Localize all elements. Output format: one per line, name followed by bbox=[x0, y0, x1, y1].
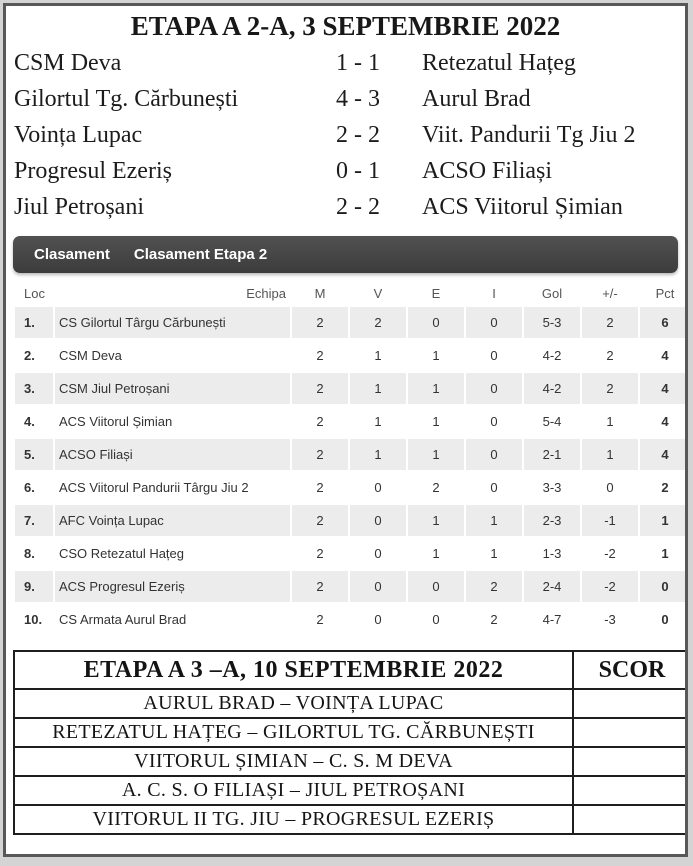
draws-cell: 1 bbox=[408, 505, 464, 536]
away-team: ACS Viitorul Șimian bbox=[422, 193, 623, 220]
diff-cell: 2 bbox=[582, 373, 638, 404]
table-row bbox=[15, 571, 688, 602]
column-header-i: I bbox=[492, 285, 496, 301]
fixture-row bbox=[14, 718, 688, 747]
fixtures-title: ETAPA A 3 –A, 10 SEPTEMBRIE 2022 bbox=[14, 651, 573, 689]
match-row bbox=[14, 189, 685, 225]
standings-tab-bar bbox=[13, 236, 678, 273]
table-row bbox=[15, 604, 688, 635]
table-row bbox=[15, 472, 688, 503]
points-cell: 4 bbox=[640, 439, 688, 470]
points-cell: 2 bbox=[640, 472, 688, 503]
rank-cell: 4. bbox=[15, 406, 53, 437]
diff-cell: 0 bbox=[582, 472, 638, 503]
home-team: Jiul Petroșani bbox=[14, 193, 144, 220]
diff-cell: -3 bbox=[582, 604, 638, 635]
draws-cell: 1 bbox=[408, 538, 464, 569]
team-cell: CSM Deva bbox=[55, 340, 290, 371]
matches-cell: 2 bbox=[292, 406, 348, 437]
fixture-label: RETEZATUL HAȚEG – GILORTUL TG. CĂRBUNEȘTI bbox=[14, 718, 573, 747]
draws-cell: 1 bbox=[408, 439, 464, 470]
match-row bbox=[14, 153, 685, 189]
points-cell: 6 bbox=[640, 307, 688, 338]
table-row bbox=[15, 406, 688, 437]
goals-cell: 5-3 bbox=[524, 307, 580, 338]
goals-cell: 4-2 bbox=[524, 340, 580, 371]
wins-cell: 1 bbox=[350, 406, 406, 437]
matches-cell: 2 bbox=[292, 538, 348, 569]
goals-cell: 2-3 bbox=[524, 505, 580, 536]
away-team: Aurul Brad bbox=[422, 85, 531, 112]
losses-cell: 2 bbox=[466, 604, 522, 635]
match-score: 1 - 1 bbox=[336, 49, 380, 76]
losses-cell: 0 bbox=[466, 340, 522, 371]
fixture-label: AURUL BRAD – VOINȚA LUPAC bbox=[14, 689, 573, 718]
losses-cell: 0 bbox=[466, 472, 522, 503]
rank-cell: 9. bbox=[15, 571, 53, 602]
table-row bbox=[15, 340, 688, 371]
matches-cell: 2 bbox=[292, 340, 348, 371]
points-cell: 1 bbox=[640, 538, 688, 569]
team-cell: CSO Retezatul Hațeg bbox=[55, 538, 290, 569]
rank-cell: 6. bbox=[15, 472, 53, 503]
fixtures-table bbox=[13, 650, 688, 835]
points-cell: 1 bbox=[640, 505, 688, 536]
rank-cell: 8. bbox=[15, 538, 53, 569]
team-cell: CS Gilortul Târgu Cărbunești bbox=[55, 307, 290, 338]
draws-cell: 1 bbox=[408, 340, 464, 371]
match-score: 2 - 2 bbox=[336, 193, 380, 220]
rank-cell: 2. bbox=[15, 340, 53, 371]
diff-cell: 1 bbox=[582, 406, 638, 437]
fixture-label: VIITORUL ȘIMIAN – C. S. M DEVA bbox=[14, 747, 573, 776]
points-cell: 4 bbox=[640, 373, 688, 404]
wins-cell: 1 bbox=[350, 373, 406, 404]
matches-cell: 2 bbox=[292, 439, 348, 470]
losses-cell: 1 bbox=[466, 538, 522, 569]
goals-cell: 4-7 bbox=[524, 604, 580, 635]
page-frame bbox=[3, 3, 688, 857]
losses-cell: 0 bbox=[466, 406, 522, 437]
fixture-row bbox=[14, 776, 688, 805]
team-cell: ACSO Filiași bbox=[55, 439, 290, 470]
team-cell: CS Armata Aurul Brad bbox=[55, 604, 290, 635]
home-team: Progresul Ezeriș bbox=[14, 157, 172, 184]
losses-cell: 0 bbox=[466, 373, 522, 404]
wins-cell: 0 bbox=[350, 604, 406, 635]
rank-cell: 1. bbox=[15, 307, 53, 338]
fixtures-header-row bbox=[14, 651, 688, 689]
match-row bbox=[14, 45, 685, 81]
score-cell bbox=[573, 805, 688, 834]
team-cell: ACS Viitorul Pandurii Târgu Jiu 2 bbox=[55, 472, 290, 503]
rank-cell: 3. bbox=[15, 373, 53, 404]
score-column-header: SCOR bbox=[573, 651, 688, 689]
column-header-pct: Pct bbox=[655, 285, 675, 301]
goals-cell: 4-2 bbox=[524, 373, 580, 404]
tab-clasament[interactable]: Clasament bbox=[34, 246, 110, 263]
diff-cell: 2 bbox=[582, 340, 638, 371]
team-cell: CSM Jiul Petroșani bbox=[55, 373, 290, 404]
rank-cell: 7. bbox=[15, 505, 53, 536]
diff-cell: 2 bbox=[582, 307, 638, 338]
results-title: ETAPA A 2-A, 3 SEPTEMBRIE 2022 bbox=[130, 11, 561, 41]
diff-cell: 1 bbox=[582, 439, 638, 470]
team-cell: AFC Voința Lupac bbox=[55, 505, 290, 536]
match-results-list bbox=[14, 45, 685, 225]
table-row bbox=[15, 439, 688, 470]
table-row bbox=[15, 373, 688, 404]
losses-cell: 1 bbox=[466, 505, 522, 536]
match-score: 2 - 2 bbox=[336, 121, 380, 148]
column-header-echipa: Echipa bbox=[246, 285, 286, 301]
goals-cell: 3-3 bbox=[524, 472, 580, 503]
match-row bbox=[14, 81, 685, 117]
matches-cell: 2 bbox=[292, 307, 348, 338]
away-team: Retezatul Hațeg bbox=[422, 49, 576, 76]
matches-cell: 2 bbox=[292, 571, 348, 602]
team-cell: ACS Progresul Ezeriș bbox=[55, 571, 290, 602]
draws-cell: 1 bbox=[408, 406, 464, 437]
away-team: ACSO Filiași bbox=[422, 157, 553, 184]
score-cell bbox=[573, 776, 688, 805]
home-team: Voința Lupac bbox=[14, 121, 143, 148]
fixture-label: A. C. S. O FILIAȘI – JIUL PETROȘANI bbox=[14, 776, 573, 805]
wins-cell: 1 bbox=[350, 340, 406, 371]
matches-cell: 2 bbox=[292, 472, 348, 503]
draws-cell: 0 bbox=[408, 307, 464, 338]
tab-clasament-etapa-2[interactable]: Clasament Etapa 2 bbox=[133, 246, 268, 263]
losses-cell: 0 bbox=[466, 307, 522, 338]
column-header-e: E bbox=[431, 285, 441, 301]
score-cell bbox=[573, 718, 688, 747]
column-header-loc: Loc bbox=[24, 285, 45, 301]
losses-cell: 0 bbox=[466, 439, 522, 470]
wins-cell: 1 bbox=[350, 439, 406, 470]
away-team: Viit. Pandurii Tg Jiu 2 bbox=[422, 121, 636, 148]
rank-cell: 5. bbox=[15, 439, 53, 470]
rank-cell: 10. bbox=[15, 604, 53, 635]
diff-cell: -1 bbox=[582, 505, 638, 536]
wins-cell: 0 bbox=[350, 571, 406, 602]
column-header-v: V bbox=[373, 285, 383, 301]
home-team: CSM Deva bbox=[14, 49, 122, 76]
standings-table bbox=[13, 279, 688, 637]
draws-cell: 0 bbox=[408, 571, 464, 602]
column-header-gol: Gol bbox=[541, 285, 563, 301]
wins-cell: 0 bbox=[350, 505, 406, 536]
table-row bbox=[15, 307, 688, 338]
wins-cell: 0 bbox=[350, 538, 406, 569]
matches-cell: 2 bbox=[292, 505, 348, 536]
diff-cell: -2 bbox=[582, 538, 638, 569]
standings-header-row bbox=[15, 281, 688, 305]
fixture-row bbox=[14, 747, 688, 776]
fixture-label: VIITORUL II TG. JIU – PROGRESUL EZERIȘ bbox=[14, 805, 573, 834]
goals-cell: 2-1 bbox=[524, 439, 580, 470]
matches-cell: 2 bbox=[292, 373, 348, 404]
table-row bbox=[15, 538, 688, 569]
points-cell: 0 bbox=[640, 604, 688, 635]
match-score: 4 - 3 bbox=[336, 85, 380, 112]
matches-cell: 2 bbox=[292, 604, 348, 635]
column-header-m: M bbox=[314, 285, 326, 301]
draws-cell: 1 bbox=[408, 373, 464, 404]
goals-cell: 2-4 bbox=[524, 571, 580, 602]
draws-cell: 0 bbox=[408, 604, 464, 635]
score-cell bbox=[573, 689, 688, 718]
goals-cell: 5-4 bbox=[524, 406, 580, 437]
team-cell: ACS Viitorul Șimian bbox=[55, 406, 290, 437]
wins-cell: 2 bbox=[350, 307, 406, 338]
diff-cell: -2 bbox=[582, 571, 638, 602]
points-cell: 4 bbox=[640, 406, 688, 437]
fixture-row bbox=[14, 805, 688, 834]
draws-cell: 2 bbox=[408, 472, 464, 503]
fixture-row bbox=[14, 689, 688, 718]
home-team: Gilortul Tg. Cărbunești bbox=[14, 85, 239, 112]
table-row bbox=[15, 505, 688, 536]
wins-cell: 0 bbox=[350, 472, 406, 503]
goals-cell: 1-3 bbox=[524, 538, 580, 569]
score-cell bbox=[573, 747, 688, 776]
match-score: 0 - 1 bbox=[336, 157, 380, 184]
column-header-diff: +/- bbox=[602, 285, 618, 301]
losses-cell: 2 bbox=[466, 571, 522, 602]
points-cell: 0 bbox=[640, 571, 688, 602]
points-cell: 4 bbox=[640, 340, 688, 371]
match-row bbox=[14, 117, 685, 153]
